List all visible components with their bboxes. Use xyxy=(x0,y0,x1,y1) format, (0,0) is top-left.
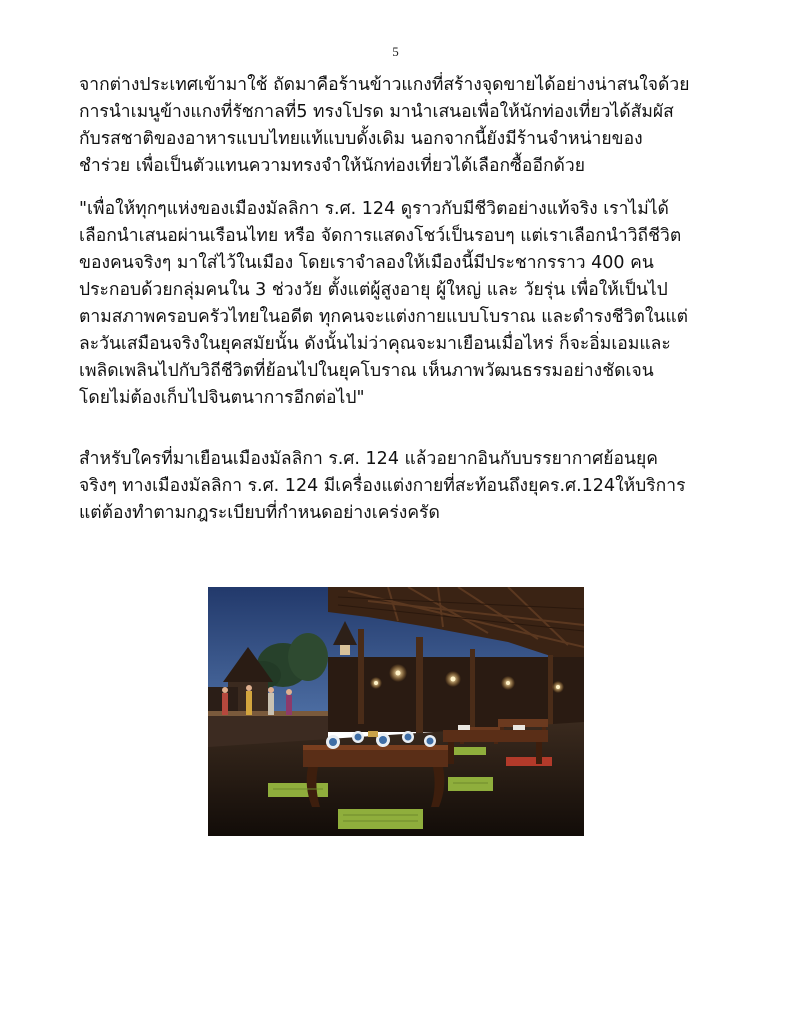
paragraph-line: กับรสชาติของอาหารแบบไทยแท้แบบดั้งเดิม นอกจากนี้ยังมีร้านจำหน่ายของ xyxy=(79,129,643,149)
paragraph-line: แต่ต้องทำตามกฎระเบียบที่กำหนดอย่างเคร่งครัด xyxy=(79,503,440,523)
paragraph-line: การนำเมนูข้างแกงที่รัชกาลที่5 ทรงโปรด มานำเสนอเพื่อให้นักท่องเที่ยวได้สัมผัส xyxy=(79,102,674,122)
paragraph-line: ตามสภาพครอบครัวไทยในอดีต ทุกคนจะแต่งกายแบบโบราณ และดำรงชีวิตในแต่ xyxy=(79,307,688,327)
paragraph-line: โดยไม่ต้องเก็บไปจินตนาการอีกต่อไป" xyxy=(79,388,365,408)
paragraph-quote xyxy=(79,196,729,412)
paragraph-line: ของคนจริงๆ มาใส่ไว้ในเมือง โดยเราจำลองให้เมืองนี้มีประชากรราว 400 คน xyxy=(79,253,654,273)
paragraph-line: เลือกนำเสนอผ่านเรือนไทย หรือ จัดการแสดงโชว์เป็นรอบๆ แต่เราเลือกนำวิถีชีวิต xyxy=(79,226,682,246)
restaurant-photo xyxy=(208,587,584,836)
paragraph-restaurants xyxy=(79,72,729,180)
paragraph-line: สำหรับใครที่มาเยือนเมืองมัลลิกา ร.ศ. 124 แล้วอยากอินกับบรรยากาศย้อนยุค xyxy=(79,449,658,469)
paragraph-line: ประกอบด้วยกลุ่มคนใน 3 ช่วงวัย ตั้งแต่ผู้สูงอายุ ผู้ใหญ่ และ วัยรุ่น เพื่อให้เป็นไป xyxy=(79,280,668,300)
paragraph-line: เพลิดเพลินไปกับวิถีชีวิตที่ย้อนไปในยุคโบราณ เห็นภาพวัฒนธรรมอย่างชัดเจน xyxy=(79,361,654,381)
paragraph-line: ละวันเสมือนจริงในยุคสมัยนั้น ดังนั้นไม่ว่าคุณจะมาเยือนเมื่อไหร่ ก็จะอิ่มเอมและ xyxy=(79,334,671,354)
paragraph-line: จากต่างประเทศเข้ามาใช้ ถัดมาคือร้านข้าวแกงที่สร้างจุดขายได้อย่างน่าสนใจด้วย xyxy=(79,75,690,95)
paragraph-line: ชำร่วย เพื่อเป็นตัวแทนความทรงจำให้นักท่องเที่ยวได้เลือกซื้ออีกด้วย xyxy=(79,156,585,176)
paragraph-line: จริงๆ ทางเมืองมัลลิกา ร.ศ. 124 มีเครื่องแต่งกายที่สะท้อนถึงยุคร.ศ.124ให้บริการ xyxy=(79,476,686,496)
paragraph-line: "เพื่อให้ทุกๆแห่งของเมืองมัลลิกา ร.ศ. 124 ดูราวกับมีชีวิตอย่างแท้จริง เราไม่ได้ xyxy=(79,199,669,219)
page-number: 5 xyxy=(392,44,399,59)
paragraph-costume-service xyxy=(79,446,729,527)
